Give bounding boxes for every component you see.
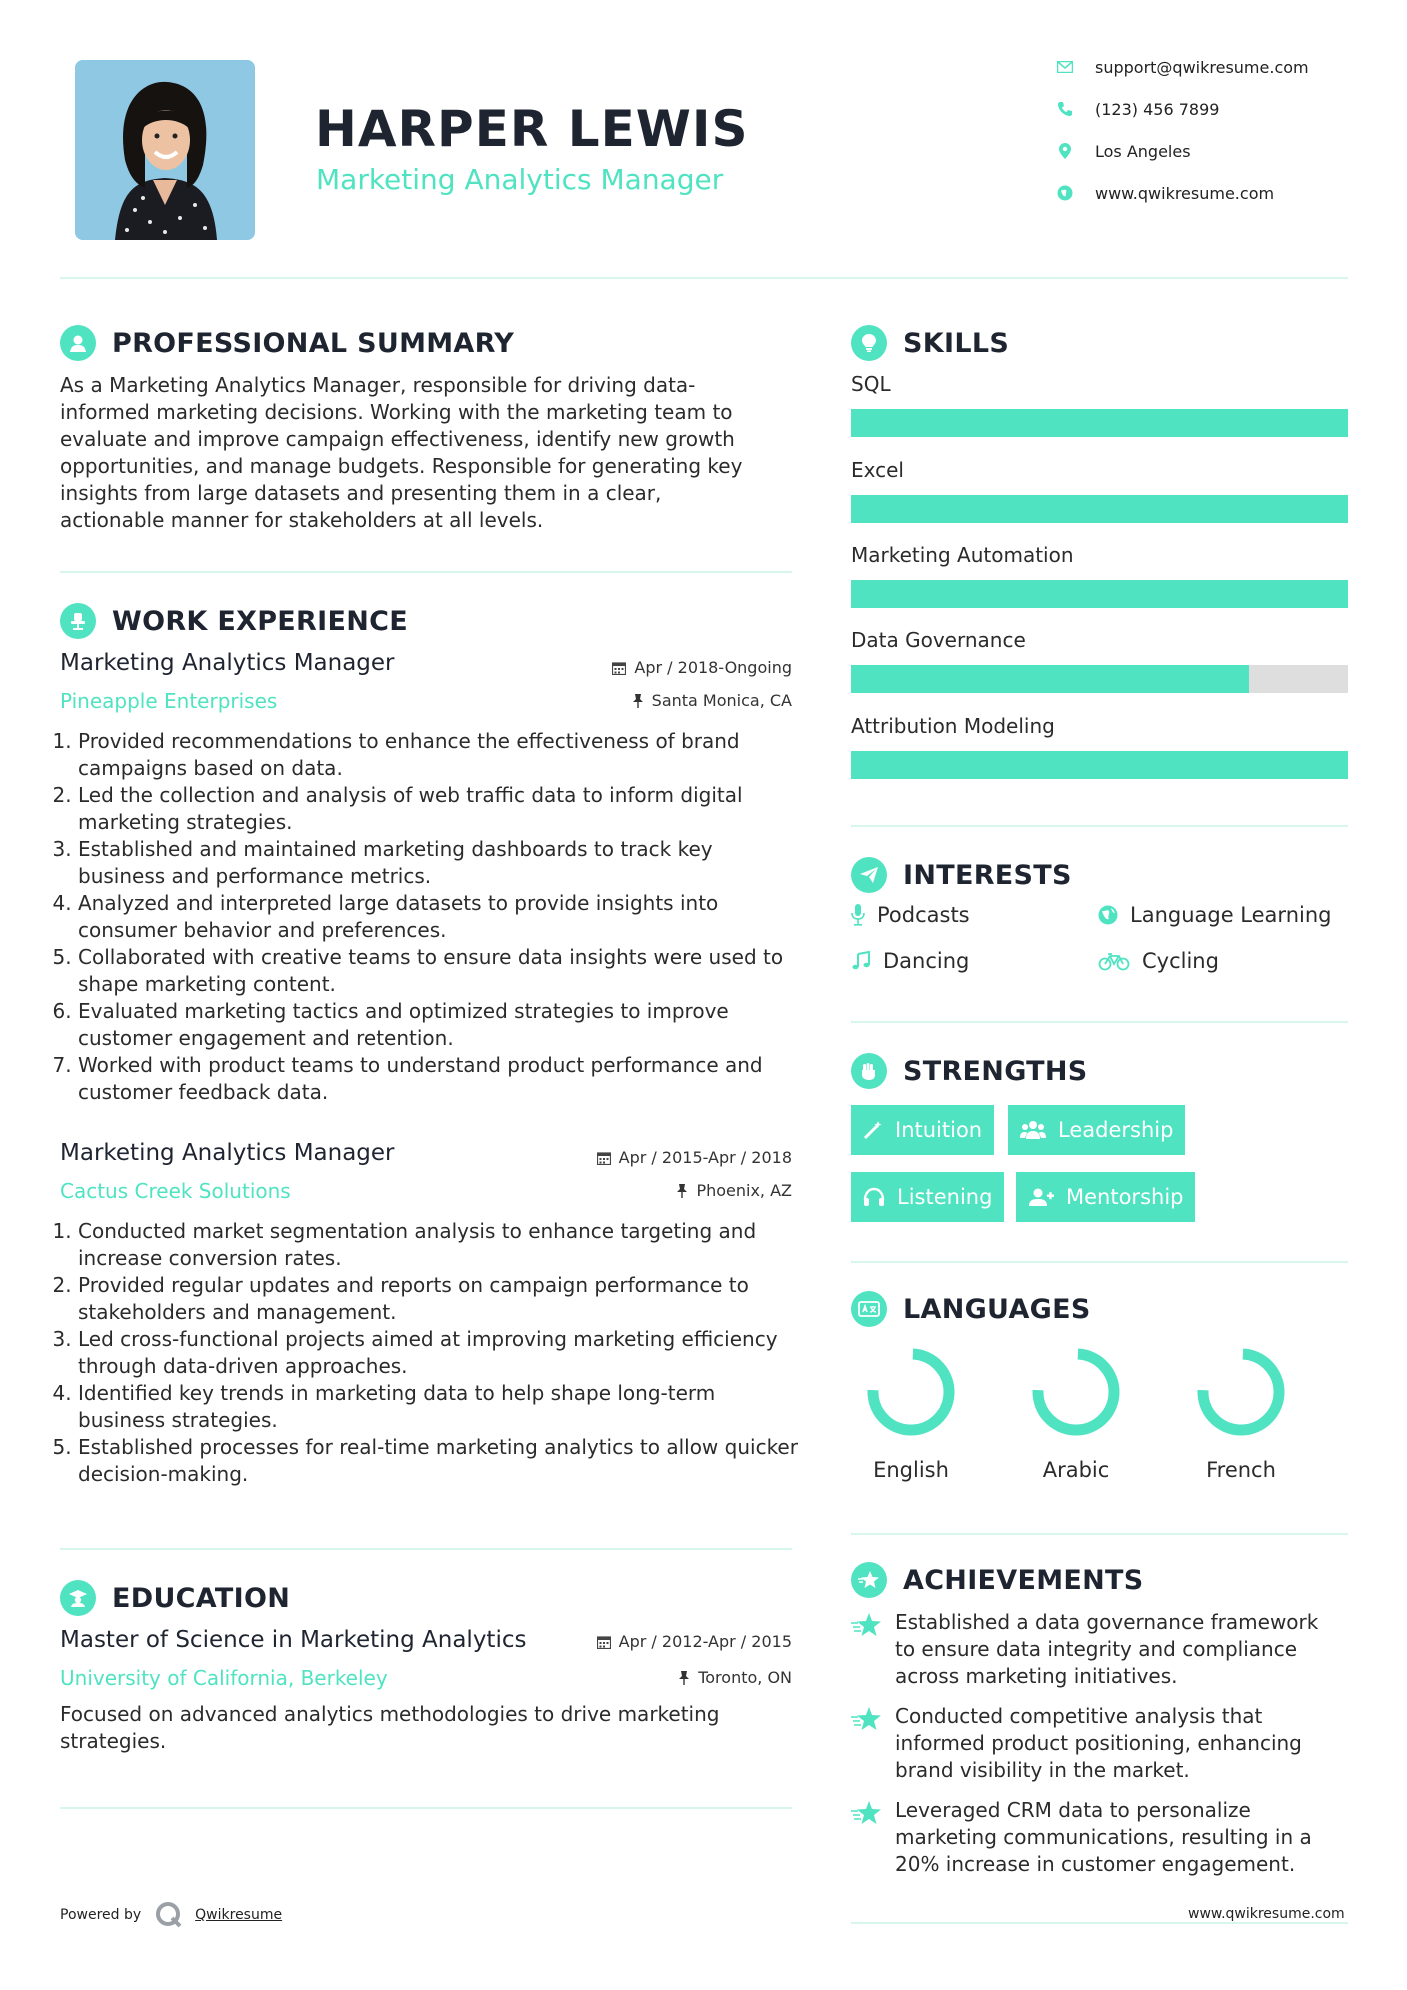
interests-title: INTERESTS	[903, 859, 1072, 891]
job-2-location	[500, 1181, 792, 1200]
duty-item: 4. Analyzed and interpreted large datasets to provide insights into consumer behavior and preferences.	[78, 890, 800, 944]
calendar-icon	[612, 661, 626, 675]
interest-label: Podcasts	[877, 903, 970, 927]
bicycle-icon	[1098, 951, 1130, 971]
globe-icon	[1098, 905, 1118, 925]
achievement-line: Leveraged CRM data to personalize	[895, 1798, 1251, 1822]
qwikresume-logo-icon	[155, 1901, 183, 1929]
achievement-line: across marketing initiatives.	[895, 1664, 1178, 1688]
map-pin-icon	[1055, 141, 1075, 161]
magic-wand-icon	[863, 1120, 883, 1140]
duty-item: 5. Collaborated with creative teams to ensure data insights were used to shape marketing content.	[78, 944, 800, 998]
strength-label: Mentorship	[1066, 1185, 1184, 1209]
contact-website[interactable]	[1055, 183, 1274, 203]
interest-label: Dancing	[883, 949, 970, 973]
duty-item: 1. Conducted market segmentation analysis to enhance targeting and increase conversion rates.	[78, 1218, 800, 1272]
pushpin-icon	[632, 694, 644, 708]
language-label: Arabic	[1042, 1458, 1110, 1482]
work-heading	[60, 603, 408, 639]
headphones-icon	[863, 1187, 885, 1207]
language-ring-french	[1203, 1354, 1279, 1430]
lightbulb-icon	[851, 325, 887, 361]
contact-email-text: support@qwikresume.com	[1095, 57, 1309, 77]
job-2-date	[500, 1148, 792, 1167]
star-icon	[851, 1705, 883, 1733]
summary-line: As a Marketing Analytics Manager, responsible for driving data-	[60, 373, 696, 397]
skill-label: Excel	[851, 458, 904, 482]
summary-line: actionable manner for stakeholders at all levels.	[60, 508, 544, 532]
microphone-icon	[851, 904, 865, 926]
pushpin-icon	[678, 1671, 690, 1685]
achievement-line: brand visibility in the market.	[895, 1758, 1190, 1782]
user-plus-icon	[1028, 1187, 1054, 1207]
strength-label: Listening	[897, 1185, 993, 1209]
achievement-line: informed product positioning, enhancing	[895, 1731, 1302, 1755]
skill-label: Data Governance	[851, 628, 1026, 652]
job-1-date-text: Apr / 2018-Ongoing	[634, 658, 792, 677]
paper-plane-icon	[851, 857, 887, 893]
education-date-text: Apr / 2012-Apr / 2015	[618, 1632, 792, 1651]
skill-bar	[851, 580, 1348, 608]
achievement-line: to ensure data integrity and compliance	[895, 1637, 1297, 1661]
skill-bar	[851, 751, 1348, 779]
summary-line: informed marketing decisions. Working with the marketing team to	[60, 400, 733, 424]
calendar-icon	[597, 1151, 611, 1165]
globe-icon	[1055, 183, 1075, 203]
skill-label: SQL	[851, 372, 891, 396]
education-line: strategies.	[60, 1729, 167, 1753]
contact-website-text: www.qwikresume.com	[1095, 183, 1275, 203]
summary-heading	[60, 325, 514, 361]
strength-mentorship	[1016, 1172, 1195, 1222]
interest-podcasts	[851, 903, 970, 927]
language-label: English	[873, 1458, 949, 1482]
strength-label: Leadership	[1058, 1118, 1174, 1142]
work-divider	[60, 1548, 792, 1550]
languages-heading	[851, 1291, 1091, 1327]
achievements-title: ACHIEVEMENTS	[903, 1564, 1144, 1596]
language-ring-english	[873, 1354, 949, 1430]
job-2-date-text: Apr / 2015-Apr / 2018	[618, 1148, 792, 1167]
education-divider	[60, 1807, 792, 1809]
duty-item: 3. Established and maintained marketing dashboards to track key business and performance metrics.	[78, 836, 800, 890]
calendar-icon	[597, 1635, 611, 1649]
header-divider	[60, 277, 1348, 279]
footer-site-link[interactable]: www.qwikresume.com	[1188, 1906, 1345, 1922]
graduate-icon	[60, 1580, 96, 1616]
duty-item: 6. Evaluated marketing tactics and optimized strategies to improve customer engagement and retention.	[78, 998, 800, 1052]
skill-bar-fill	[851, 409, 1348, 437]
interests-divider	[851, 1021, 1348, 1023]
achievements-divider	[851, 1922, 1348, 1924]
contact-email[interactable]	[1055, 57, 1309, 77]
education-line: Focused on advanced analytics methodologies to drive marketing	[60, 1702, 720, 1726]
language-label: French	[1206, 1458, 1276, 1482]
education-location-text: Toronto, ON	[698, 1668, 792, 1687]
contact-location	[1055, 141, 1191, 161]
languages-divider	[851, 1533, 1348, 1535]
duty-item: 2. Led the collection and analysis of web traffic data to inform digital marketing strategies.	[78, 782, 800, 836]
music-note-icon	[851, 951, 871, 971]
contact-phone-text: (123) 456 7899	[1095, 99, 1220, 119]
work-title: WORK EXPERIENCE	[112, 605, 408, 637]
strength-listening	[851, 1172, 1004, 1222]
education-degree: Master of Science in Marketing Analytics	[60, 1627, 527, 1653]
interest-dancing	[851, 949, 969, 973]
summary-line: insights from large datasets and presenting them in a clear,	[60, 481, 662, 505]
duty-item: 4. Identified key trends in marketing data to help shape long-term business strategies.	[78, 1380, 800, 1434]
job-1-company: Pineapple Enterprises	[60, 689, 278, 713]
achievement-line: Established a data governance framework	[895, 1610, 1319, 1634]
language-rings	[851, 1340, 1348, 1470]
achievement-item	[851, 1609, 1351, 1690]
education-location	[500, 1668, 792, 1687]
user-icon	[60, 325, 96, 361]
strength-leadership	[1008, 1105, 1185, 1155]
star-badge-icon	[851, 1562, 887, 1598]
skill-bar	[851, 495, 1348, 523]
interest-label: Language Learning	[1130, 903, 1332, 927]
duty-item: 7. Worked with product teams to understand product performance and customer feedback data.	[78, 1052, 800, 1106]
achievement-line: Conducted competitive analysis that	[895, 1704, 1263, 1728]
job-1-title: Marketing Analytics Manager	[60, 650, 395, 676]
chair-icon	[60, 603, 96, 639]
duty-item: 2. Provided regular updates and reports on campaign performance to stakeholders and management.	[78, 1272, 800, 1326]
skills-title: SKILLS	[903, 327, 1010, 359]
strength-intuition	[851, 1105, 994, 1155]
summary-line: opportunities, and manage budgets. Responsible for generating key	[60, 454, 743, 478]
fist-icon	[851, 1053, 887, 1089]
achievement-line: 20% increase in customer engagement.	[895, 1852, 1296, 1876]
skill-label: Marketing Automation	[851, 543, 1074, 567]
candidate-name: HARPER LEWIS	[315, 100, 749, 158]
strength-label: Intuition	[895, 1118, 983, 1142]
skill-bar-fill	[851, 580, 1348, 608]
qwikresume-link[interactable]: Qwikresume	[195, 1907, 283, 1923]
strengths-divider	[851, 1261, 1348, 1263]
summary-title: PROFESSIONAL SUMMARY	[112, 327, 515, 359]
job-1-location	[500, 691, 792, 710]
skills-heading	[851, 325, 1009, 361]
candidate-role: Marketing Analytics Manager	[316, 163, 724, 196]
interest-language-learning	[1098, 903, 1331, 927]
language-icon	[851, 1291, 887, 1327]
star-icon	[851, 1611, 883, 1639]
job-1-date	[500, 658, 792, 677]
skill-bar	[851, 409, 1348, 437]
skill-bar-fill	[851, 495, 1348, 523]
powered-by-text: Powered by	[60, 1907, 142, 1923]
summary-divider	[60, 571, 792, 573]
contact-phone[interactable]	[1055, 99, 1219, 119]
job-2-duties	[60, 1218, 800, 1488]
education-heading	[60, 1580, 290, 1616]
interest-label: Cycling	[1142, 949, 1219, 973]
duty-item: 3. Led cross-functional projects aimed at improving marketing efficiency through data-driven approaches.	[78, 1326, 800, 1380]
duty-item: 1. Provided recommendations to enhance the effectiveness of brand campaigns based on data.	[78, 728, 800, 782]
achievements-heading	[851, 1562, 1144, 1598]
job-2-company: Cactus Creek Solutions	[60, 1179, 291, 1203]
pushpin-icon	[676, 1184, 688, 1198]
skills-divider	[851, 825, 1348, 827]
education-description	[60, 1701, 800, 1755]
education-school: University of California, Berkeley	[60, 1666, 388, 1690]
languages-title: LANGUAGES	[903, 1293, 1091, 1325]
skill-bar	[851, 665, 1348, 693]
strengths-heading	[851, 1053, 1088, 1089]
education-title: EDUCATION	[112, 1582, 291, 1614]
skill-label: Attribution Modeling	[851, 714, 1055, 738]
duty-item: 5. Established processes for real-time marketing analytics to allow quicker decision-making.	[78, 1434, 800, 1488]
achievement-item	[851, 1797, 1351, 1878]
job-1-location-text: Santa Monica, CA	[651, 691, 792, 710]
profile-photo	[75, 60, 255, 240]
interest-cycling	[1098, 949, 1219, 973]
education-date	[500, 1632, 792, 1651]
skill-bar-fill	[851, 751, 1348, 779]
summary-text	[60, 372, 800, 534]
profile-photo-illustration	[75, 60, 255, 240]
strengths-title: STRENGTHS	[903, 1055, 1088, 1087]
achievement-item	[851, 1703, 1351, 1784]
job-1-duties	[60, 728, 800, 1106]
users-icon	[1020, 1120, 1046, 1140]
achievement-line: marketing communications, resulting in a	[895, 1825, 1312, 1849]
footer-powered-by	[60, 1901, 282, 1929]
summary-line: evaluate and improve campaign effectiveness, identify new growth	[60, 427, 735, 451]
job-2-location-text: Phoenix, AZ	[696, 1181, 792, 1200]
email-icon	[1055, 57, 1075, 77]
skill-bar-fill	[851, 665, 1249, 693]
interests-heading	[851, 857, 1072, 893]
language-ring-arabic	[1038, 1354, 1114, 1430]
contact-location-text: Los Angeles	[1095, 141, 1191, 161]
phone-icon	[1055, 99, 1075, 119]
job-2-title: Marketing Analytics Manager	[60, 1140, 395, 1166]
star-icon	[851, 1799, 883, 1827]
